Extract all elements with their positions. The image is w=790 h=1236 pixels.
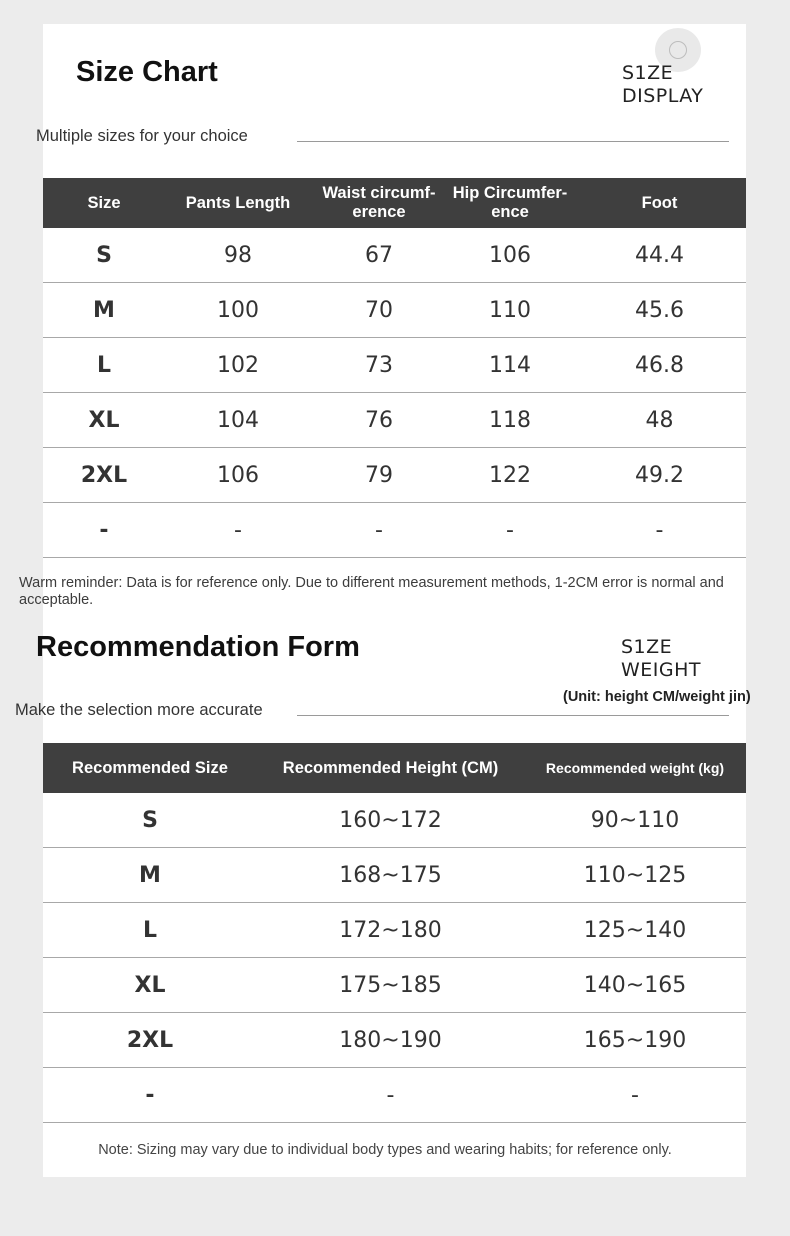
recommendation-subtitle: Make the selection more accurate: [15, 701, 263, 719]
table-cell: L: [96, 352, 112, 378]
header-recommended-height: Recommended Height (CM): [282, 758, 499, 777]
table-cell: -: [655, 517, 664, 543]
table-cell: S: [96, 242, 112, 268]
tag-line-1: S1ZE: [621, 636, 673, 658]
table-cell: 98: [224, 242, 252, 268]
size-display-tag: [622, 62, 703, 108]
table-row: [43, 793, 746, 848]
table-row: [43, 848, 746, 903]
header-recommended-size: Recommended Size: [72, 758, 228, 777]
sizing-note: Note: Sizing may vary due to individual body types and wearing habits; for reference only.: [98, 1142, 672, 1158]
table-cell: 180~190: [339, 1027, 442, 1053]
recommendation-table: [43, 743, 746, 1123]
table-cell: 104: [217, 407, 259, 433]
table-cell: 102: [217, 352, 259, 378]
table-cell: 165~190: [583, 1027, 687, 1053]
table-row: [43, 1013, 746, 1068]
tag-line-2: WEIGHT: [621, 659, 702, 681]
tag-line-2: DISPLAY: [622, 85, 704, 107]
table-cell: -: [631, 1082, 639, 1108]
table-cell: 110~125: [583, 862, 687, 888]
divider: [297, 715, 729, 716]
table-cell: 70: [365, 297, 393, 323]
header-size: Size: [87, 193, 121, 212]
table-cell: -: [386, 1082, 395, 1108]
table-cell: -: [99, 517, 109, 543]
unit-note: (Unit: height CM/weight jin): [563, 689, 751, 705]
table-cell: 118: [489, 407, 531, 433]
table-cell: 46.8: [635, 352, 684, 378]
table-cell: 44.4: [635, 242, 684, 268]
table-cell: 106: [489, 242, 531, 268]
table-cell: 106: [217, 462, 259, 488]
table-cell: -: [234, 517, 242, 543]
tag-line-1: S1ZE: [622, 62, 674, 84]
table-cell: -: [145, 1082, 155, 1108]
size-chart-header: [43, 178, 746, 228]
table-cell: 100: [217, 297, 259, 323]
table-cell: 168~175: [339, 862, 442, 888]
table-cell: 48: [645, 407, 674, 433]
table-row: [43, 393, 746, 448]
table-cell: -: [506, 517, 514, 543]
header-waist: Waist circumf- erence: [322, 184, 436, 221]
table-cell: 76: [365, 407, 393, 433]
size-weight-tag: [621, 636, 701, 682]
table-row: [43, 503, 746, 558]
table-row: [43, 283, 746, 338]
recommendation-header: [43, 743, 746, 793]
header-recommended-weight: Recommended weight (kg): [545, 759, 725, 776]
table-cell: -: [375, 517, 383, 543]
table-cell: 45.6: [635, 297, 684, 323]
size-chart-subtitle: Multiple sizes for your choice: [36, 127, 248, 145]
table-cell: 114: [489, 352, 531, 378]
table-cell: 49.2: [635, 462, 684, 488]
table-row: [43, 448, 746, 503]
warm-reminder: Warm reminder: Data is for reference only. Due to different measurement methods, 1-2CM error is normal and acceptable.: [19, 575, 724, 608]
table-cell: 160~172: [339, 807, 442, 833]
table-row: [43, 958, 746, 1013]
table-cell: M: [139, 862, 161, 888]
table-row: [43, 903, 746, 958]
divider: [297, 141, 729, 142]
table-cell: 90~110: [590, 807, 680, 833]
table-cell: 125~140: [583, 917, 687, 943]
table-cell: 2XL: [80, 462, 128, 488]
table-cell: 73: [365, 352, 393, 378]
table-cell: M: [93, 297, 115, 323]
table-cell: 140~165: [583, 972, 687, 998]
table-cell: XL: [88, 407, 120, 433]
table-cell: 122: [489, 462, 531, 488]
recommendation-title: Recommendation Form: [36, 631, 360, 663]
table-cell: 110: [489, 297, 531, 323]
table-cell: 67: [365, 242, 393, 268]
table-row: [43, 1068, 746, 1123]
table-cell: 172~180: [339, 917, 442, 943]
table-cell: 175~185: [339, 972, 442, 998]
table-cell: XL: [134, 972, 166, 998]
table-cell: 2XL: [126, 1027, 174, 1053]
header-pants-length: Pants Length: [185, 193, 291, 212]
table-row: [43, 228, 746, 283]
header-foot: Foot: [641, 193, 678, 212]
table-cell: L: [142, 917, 158, 943]
table-cell: S: [142, 807, 158, 833]
size-chart-title: Size Chart: [76, 56, 218, 88]
table-row: [43, 338, 746, 393]
table-cell: 79: [365, 462, 393, 488]
size-chart-table: [43, 178, 746, 558]
header-hip: Hip Circumfer- ence: [452, 184, 568, 221]
